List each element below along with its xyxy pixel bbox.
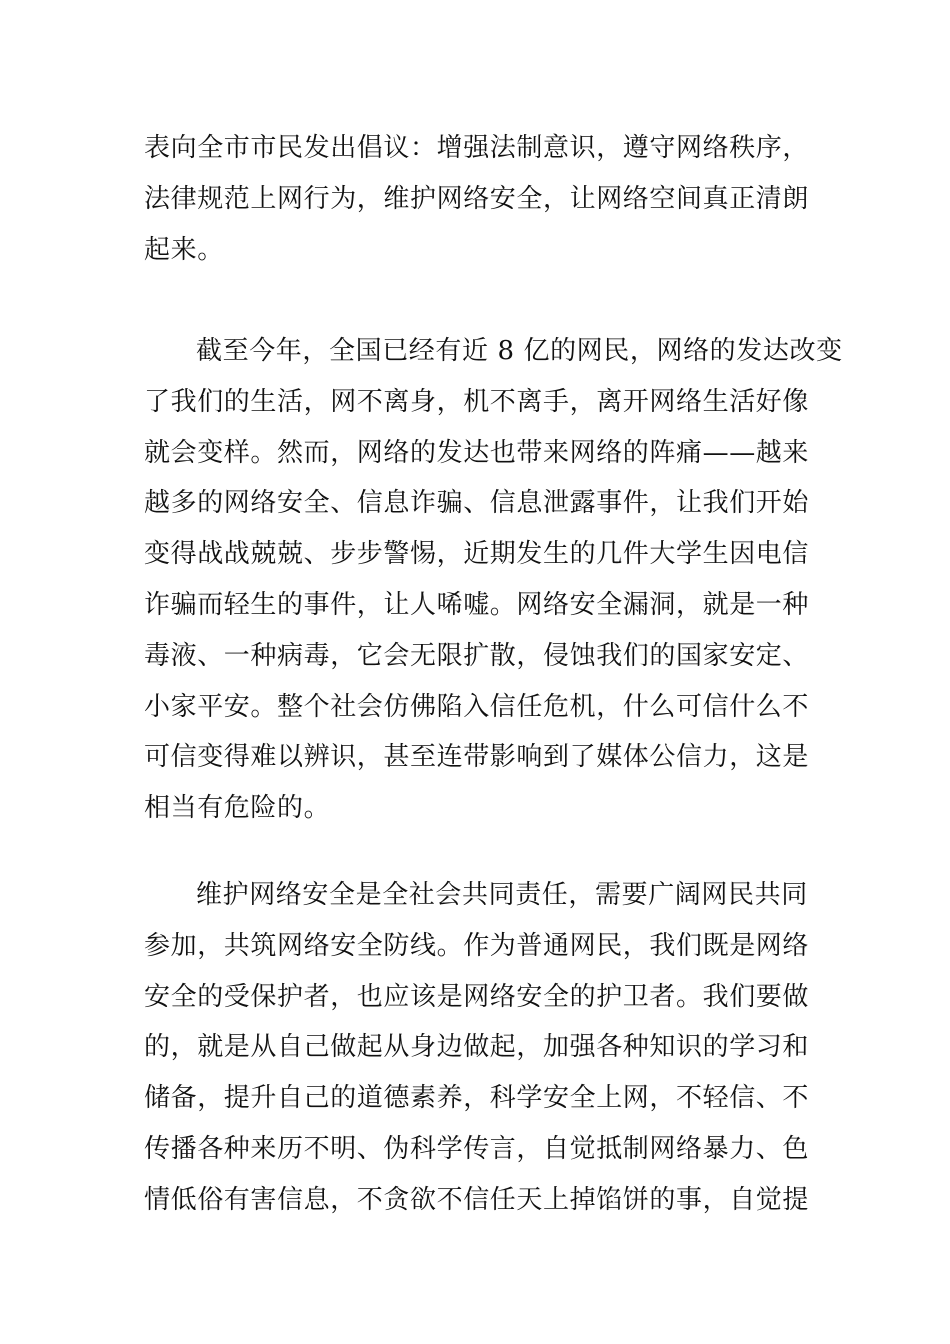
text-line: 参加，共筑网络安全防线。作为普通网民，我们既是网络 <box>144 930 810 961</box>
text-line: 诈骗而轻生的事件，让人唏嘘。网络安全漏洞，就是一种 <box>144 589 810 620</box>
text-line: 了我们的生活，网不离身，机不离手，离开网络生活好像 <box>144 386 810 417</box>
text-line: 储备，提升自己的道德素养，科学安全上网，不轻信、不 <box>144 1083 810 1114</box>
text-line: 安全的受保护者，也应该是网络安全的护卫者。我们要做 <box>144 981 810 1012</box>
text-line: 传播各种来历不明、伪科学传言，自觉抵制网络暴力、色 <box>144 1133 810 1164</box>
text-line: 起来。 <box>144 234 224 265</box>
paragraph-responsibility <box>144 870 810 1226</box>
text-line: 毒液、一种病毒，它会无限扩散，侵蚀我们的国家安定、 <box>144 640 810 671</box>
paragraph-continuation <box>144 123 810 275</box>
text-line: 小家平安。整个社会仿佛陷入信任危机，什么可信什么不 <box>144 691 810 722</box>
text-line: 的，就是从自己做起从身边做起，加强各种知识的学习和 <box>144 1032 810 1063</box>
text-line: 表向全市市民发出倡议：增强法制意识，遵守网络秩序， <box>144 133 810 163</box>
text-line: 就会变样。然而，网络的发达也带来网络的阵痛——越来 <box>144 437 810 468</box>
text-line: 相当有危险的。 <box>144 793 331 824</box>
text-line: 情低俗有害信息，不贪欲不信任天上掉馅饼的事，自觉提 <box>144 1184 810 1215</box>
paragraph-netizens <box>144 326 843 834</box>
text-line: 法律规范上网行为，维护网络安全，让网络空间真正清朗 <box>144 183 810 214</box>
text-line: 截至今年，全国已经有近 8 亿的网民，网络的发达改变 <box>196 336 843 366</box>
text-line: 越多的网络安全、信息诈骗、信息泄露事件，让我们开始 <box>144 488 810 519</box>
text-line: 变得战战兢兢、步步警惕，近期发生的几件大学生因电信 <box>144 539 810 570</box>
text-line: 维护网络安全是全社会共同责任，需要广阔网民共同 <box>196 880 808 910</box>
text-line: 可信变得难以辨识，甚至连带影响到了媒体公信力，这是 <box>144 742 810 773</box>
